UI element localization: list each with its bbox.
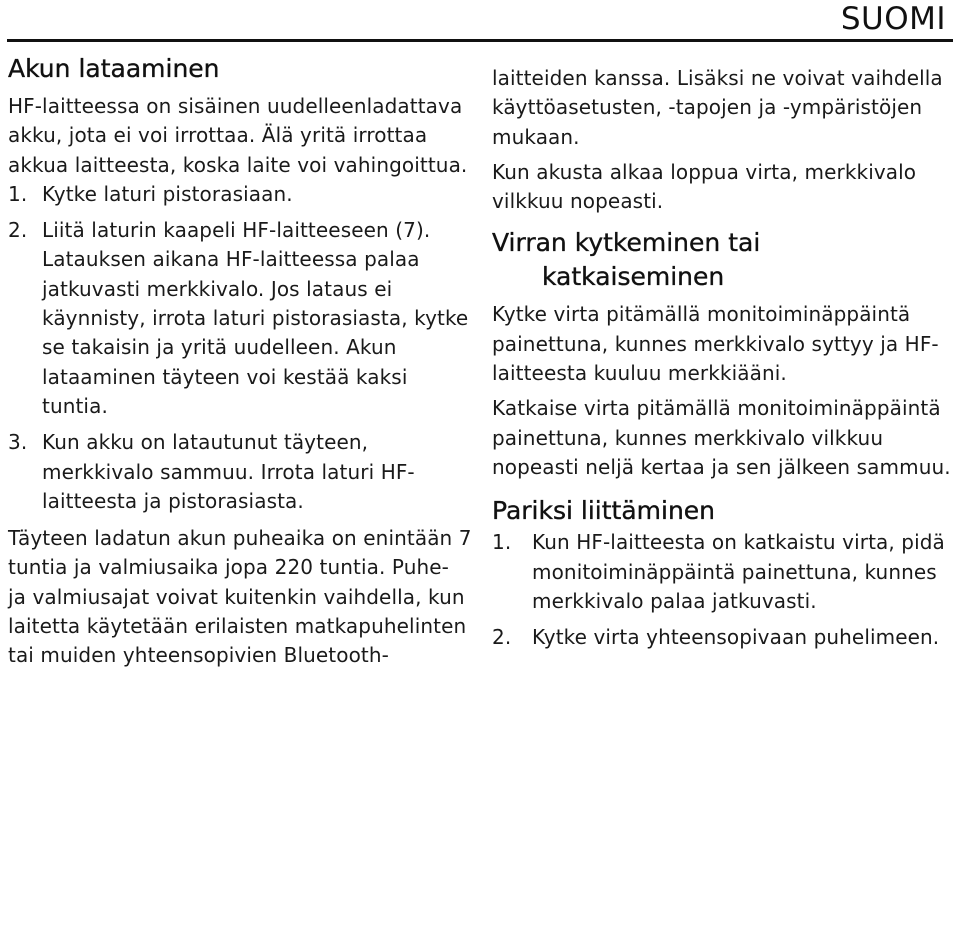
header-divider (7, 39, 953, 42)
charging-intro-paragraph: HF-laitteessa on sisäinen uudelleenladattava akku, jota ei voi irrottaa. Älä yritä irrottaa akkua laitteesta, koska laite voi vahingoittua. (8, 94, 468, 177)
low-battery-paragraph: Kun akusta alkaa loppua virta, merkkivalo vilkkuu nopeasti. (492, 159, 917, 214)
language-label: SUOMI (840, 1, 946, 37)
list-item-number: 1. (492, 530, 512, 555)
power-heading-line1: Virran kytkeminen tai (492, 228, 761, 258)
list-item-text: Kytke laturi pistorasiaan. (42, 181, 293, 206)
section-heading-power (492, 226, 954, 294)
pairing-steps-list (492, 528, 954, 652)
list-item-text: Kytke virta yhteensopivaan puhelimeen. (532, 625, 940, 650)
list-item (8, 428, 473, 516)
list-item-text: Liitä laturin kaapeli HF-laitteeseen (7). Latauksen aikana HF-laitteessa palaa jatkuvasti merkkivalo. Jos lataus ei käynnisty, irrota laturi pistorasiasta, kytke se takaisin ja yritä uudelleen. Akun lataaminen täyteen voi kestää kaksi tuntia. (42, 218, 469, 418)
power-on-paragraph: Kytke virta pitämällä monitoiminäppäintä painettuna, kunnes merkkivalo syttyy ja HF-laitteesta kuuluu merkkiääni. (492, 302, 939, 386)
section-heading-pairing: Pariksi liittäminen (492, 496, 716, 526)
list-item-text: Kun HF-laitteesta on katkaistu virta, pidä monitoiminäppäintä painettuna, kunnes merkkivalo palaa jatkuvasti. (532, 530, 945, 613)
charging-steps-list (8, 180, 473, 516)
right-column (492, 52, 954, 652)
power-heading-line2: katkaiseminen (542, 262, 725, 292)
power-off-paragraph: Katkaise virta pitämällä monitoiminäppäintä painettuna, kunnes merkkivalo vilkkuu nopeasti neljä kertaa ja sen jälkeen sammuu. (492, 396, 951, 479)
list-item (492, 623, 954, 652)
list-item-number: 1. (8, 181, 28, 206)
list-item-number: 2. (8, 218, 28, 243)
list-item-number: 2. (492, 625, 512, 650)
section-heading-charging: Akun lataaminen (8, 54, 220, 83)
list-item-text: Kun akku on latautunut täyteen, merkkivalo sammuu. Irrota laturi HF-laitteesta ja pistorasiasta. (42, 430, 415, 513)
list-item (8, 180, 473, 209)
list-item (492, 528, 954, 616)
left-column (8, 52, 473, 671)
battery-time-paragraph: Täyteen ladatun akun puheaika on enintään 7 tuntia ja valmiusaika jopa 220 tuntia. Puhe- ja valmiusajat voivat kuitenkin vaihdella, kun laitetta käytetään erilaisten matkapuhelinten tai muiden yhteensopivien Bluetooth- (8, 526, 472, 668)
continuation-paragraph: laitteiden kanssa. Lisäksi ne voivat vaihdella käyttöasetusten, -tapojen ja -ympäristöjen mukaan. (492, 66, 943, 149)
list-item-number: 3. (8, 430, 28, 455)
list-item (8, 216, 473, 421)
